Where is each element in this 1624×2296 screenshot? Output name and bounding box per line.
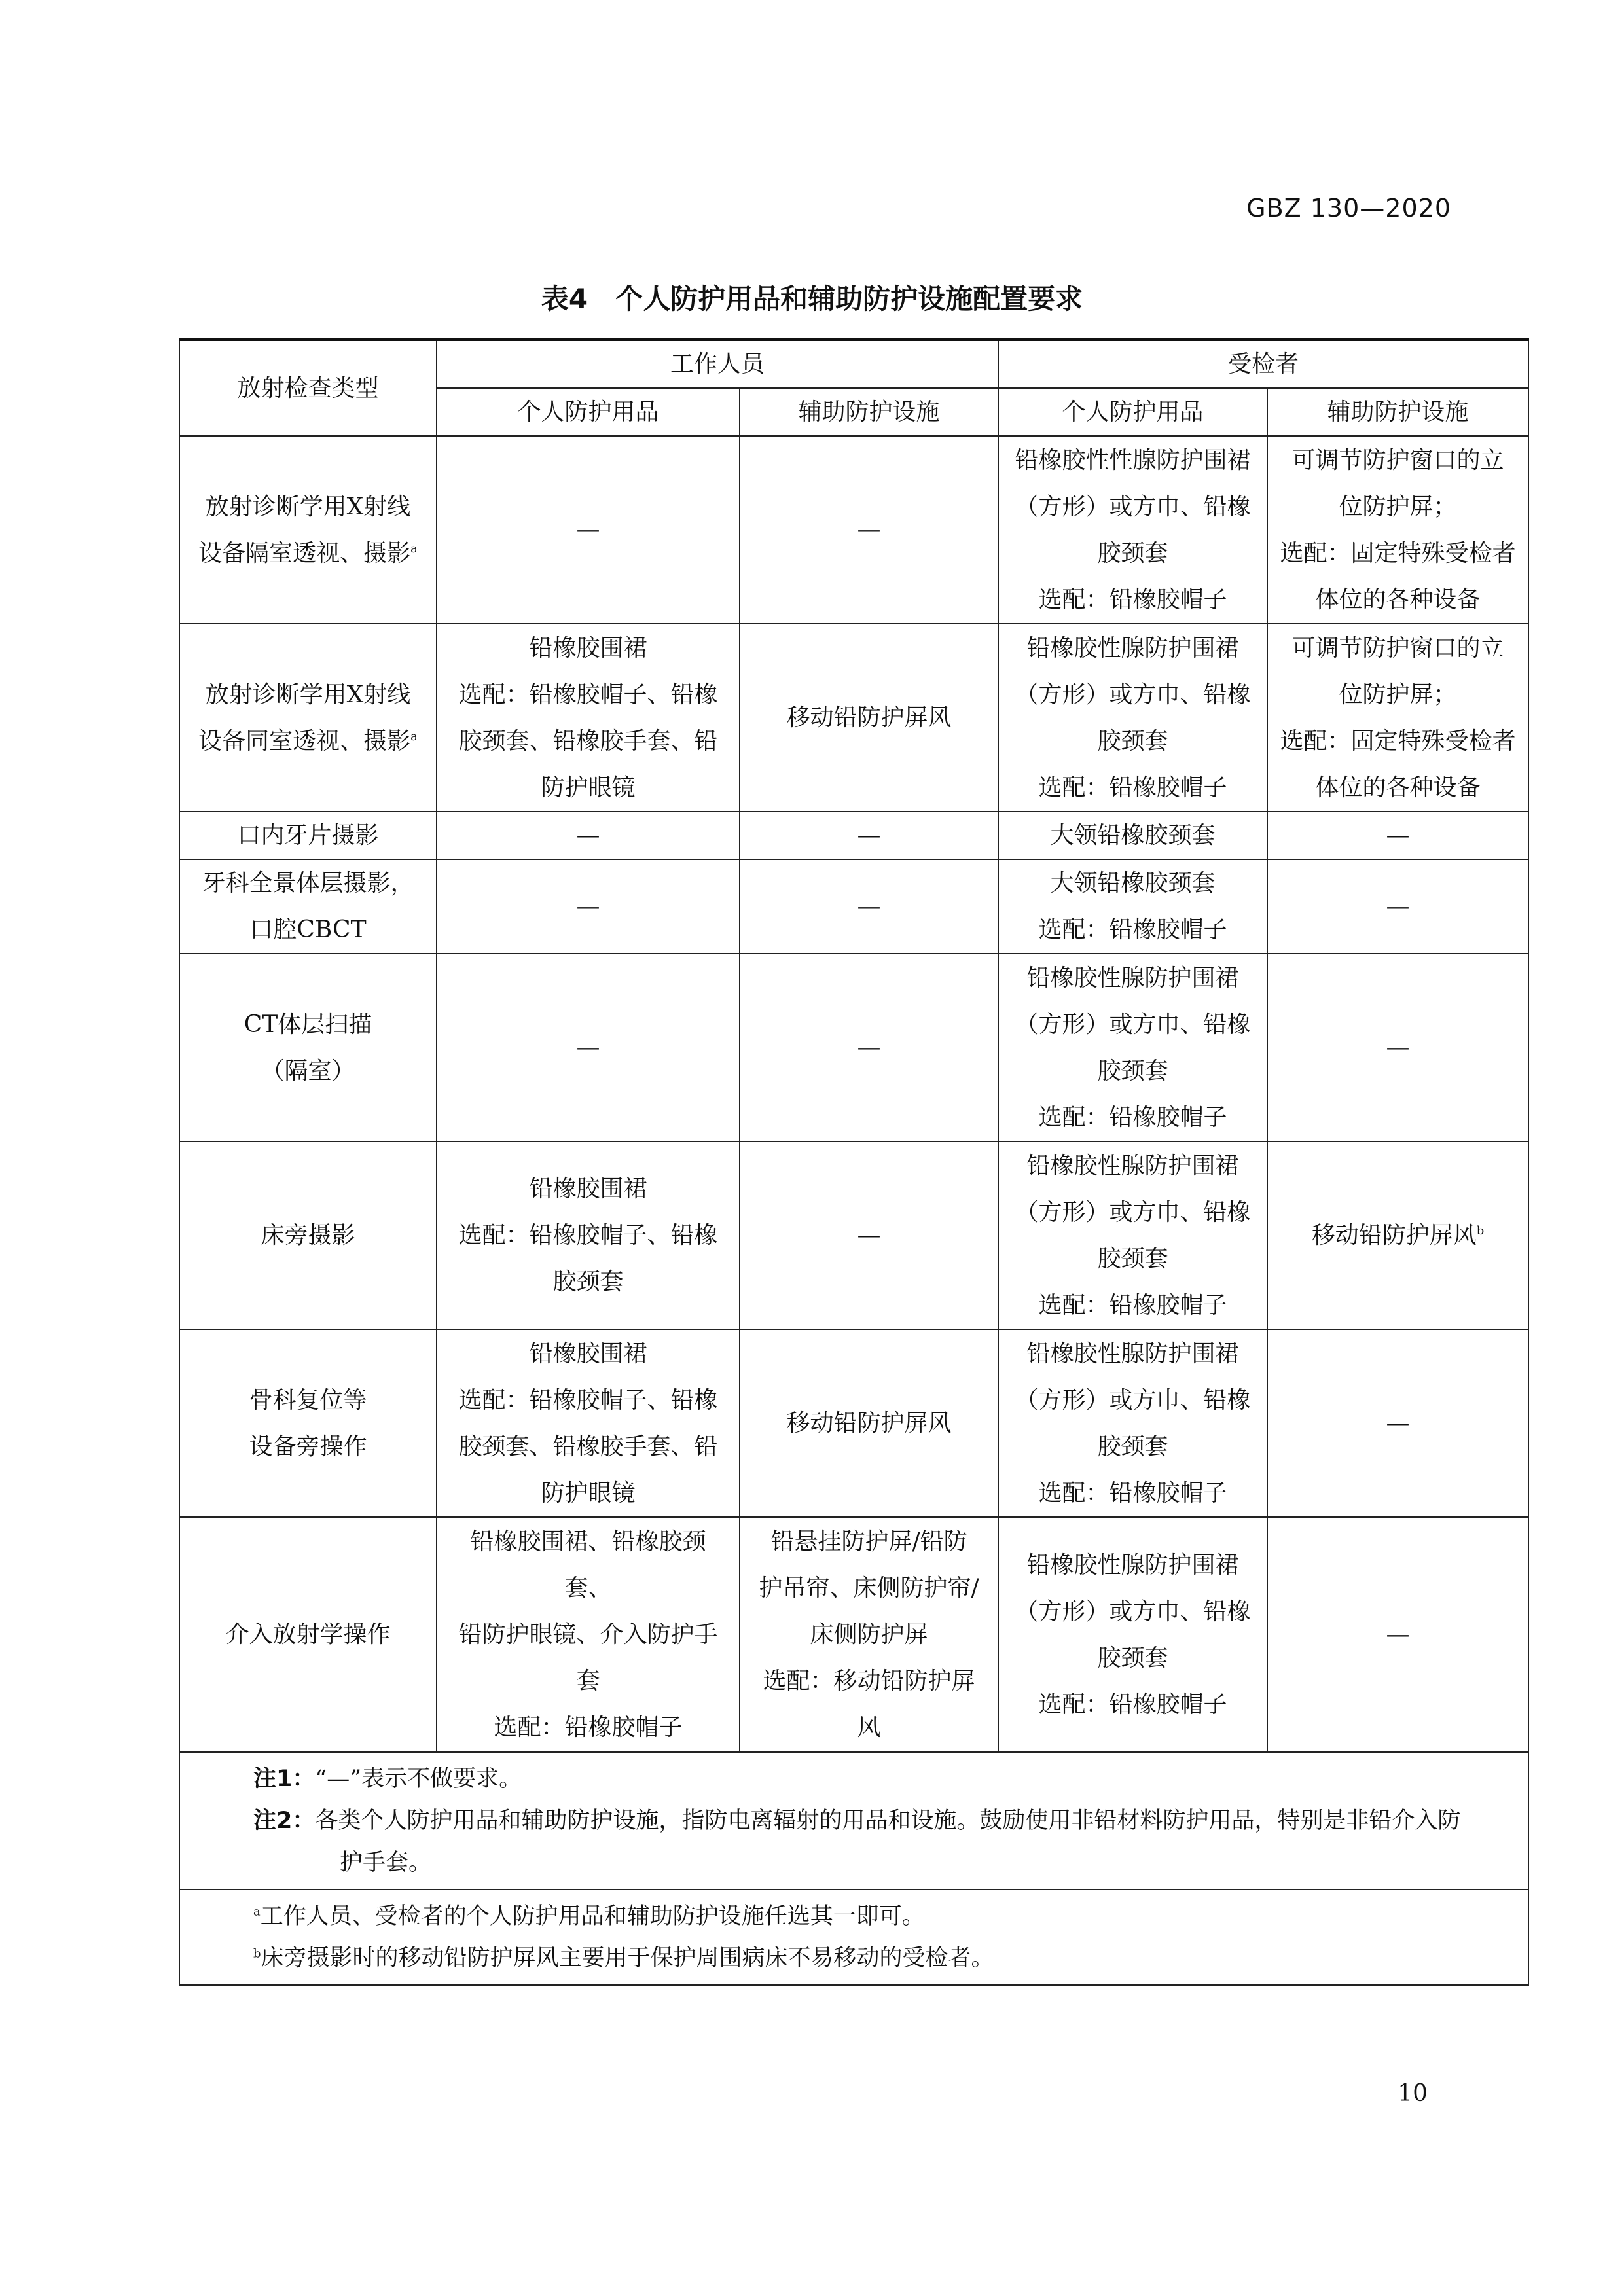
exam-type-cell bbox=[179, 624, 437, 812]
cell-line: 大领铅橡胶颈套 bbox=[1050, 870, 1216, 897]
cell-text: 设备同室透视、摄影 bbox=[198, 727, 411, 755]
staff-ppe-cell bbox=[437, 1329, 740, 1517]
cell-line: 铅橡胶围裙、铅橡胶颈套、 bbox=[470, 1528, 706, 1602]
cell-line: — bbox=[1386, 1410, 1410, 1437]
footnote-b-text: 床旁摄影时的移动铅防护屏风主要用于保护周围病床不易移动的受检者。 bbox=[261, 1945, 994, 1971]
staff-ppe-cell bbox=[437, 436, 740, 624]
note-1-text: “—”表示不做要求。 bbox=[315, 1766, 522, 1792]
footnote-marker: b bbox=[1476, 1224, 1485, 1238]
table-title: 表4 个人防护用品和辅助防护设施配置要求 bbox=[541, 283, 1083, 315]
cell-line bbox=[192, 530, 424, 577]
cell-line: 床侧防护屏 bbox=[810, 1621, 928, 1648]
cell-line: 铅橡胶性腺防护围裙 bbox=[1026, 634, 1239, 662]
cell-line: 选配：铅橡胶帽子、铅橡 bbox=[458, 1222, 718, 1249]
cell-line: 口内牙片摄影 bbox=[237, 822, 379, 849]
cell-line: 选配：铅橡胶帽子 bbox=[1038, 774, 1227, 801]
note-1-label: 注1： bbox=[253, 1766, 316, 1792]
footnote-marker: a bbox=[410, 729, 418, 744]
exam-type-cell bbox=[179, 1141, 437, 1329]
cell-line: 选配：固定特殊受检者 bbox=[1280, 727, 1516, 755]
cell-line: 体位的各种设备 bbox=[1315, 774, 1481, 801]
cell-line: 移动铅防护屏风 bbox=[786, 704, 952, 731]
page-number: 10 bbox=[1398, 2080, 1428, 2107]
note-2-text: 各类个人防护用品和辅助防护设施，指防电离辐射的用品和设施。鼓励使用非铅材料防护用品，特别是非铅介入防 bbox=[315, 1808, 1461, 1834]
patient-aux-cell bbox=[1267, 624, 1528, 812]
cell-line: 选配：铅橡胶帽子、铅橡 bbox=[458, 681, 718, 708]
cell-line: 铅橡胶围裙 bbox=[529, 1175, 647, 1202]
footnotes-row bbox=[179, 1890, 1528, 1985]
staff-ppe-cell bbox=[437, 1141, 740, 1329]
protection-requirements-table bbox=[179, 338, 1529, 1986]
patient-ppe-cell bbox=[998, 859, 1267, 954]
cell-line: 选配：固定特殊受检者 bbox=[1280, 539, 1516, 567]
cell-line: 铅防护眼镜、介入防护手 bbox=[458, 1621, 718, 1648]
patient-aux-cell bbox=[1267, 859, 1528, 954]
cell-line: （方形）或方巾、铅橡 bbox=[1015, 1198, 1251, 1226]
cell-line: 牙科全景体层摄影， bbox=[202, 870, 414, 897]
exam-type-cell bbox=[179, 812, 437, 859]
staff-aux-cell bbox=[740, 1329, 998, 1517]
patient-aux-cell bbox=[1267, 1141, 1528, 1329]
cell-line: 铅橡胶性腺防护围裙 bbox=[1026, 1551, 1239, 1579]
patient-aux-cell bbox=[1267, 1517, 1528, 1752]
cell-line: 铅悬挂防护屏/铅防 bbox=[770, 1528, 967, 1555]
table-row bbox=[179, 624, 1528, 812]
cell-line: 胶颈套 bbox=[1097, 539, 1168, 567]
cell-line: 铅橡胶围裙 bbox=[529, 1340, 647, 1367]
table-row bbox=[179, 812, 1528, 859]
table-row bbox=[179, 436, 1528, 624]
header-staff-aux: 辅助防护设施 bbox=[740, 388, 998, 436]
cell-line: （方形）或方巾、铅橡 bbox=[1015, 493, 1251, 520]
cell-line: — bbox=[1386, 1621, 1410, 1648]
staff-ppe-cell bbox=[437, 624, 740, 812]
cell-line: 选配：铅橡胶帽子 bbox=[494, 1714, 683, 1741]
footnote-a-mark: a bbox=[253, 1905, 261, 1919]
header-patient-ppe: 个人防护用品 bbox=[998, 388, 1267, 436]
cell-line: — bbox=[857, 516, 881, 543]
cell-line: 防护眼镜 bbox=[541, 1479, 636, 1507]
cell-line: 设备旁操作 bbox=[249, 1433, 367, 1460]
patient-ppe-cell bbox=[998, 812, 1267, 859]
cell-line: （方形）或方巾、铅橡 bbox=[1015, 1598, 1251, 1625]
staff-ppe-cell bbox=[437, 812, 740, 859]
header-patient-aux: 辅助防护设施 bbox=[1267, 388, 1528, 436]
cell-line bbox=[192, 718, 424, 764]
staff-aux-cell bbox=[740, 954, 998, 1141]
cell-line: — bbox=[857, 822, 881, 849]
patient-ppe-cell bbox=[998, 1141, 1267, 1329]
patient-aux-cell bbox=[1267, 954, 1528, 1141]
cell-line: 放射诊断学用X射线 bbox=[205, 681, 411, 708]
cell-line: 选配：铅橡胶帽子 bbox=[1038, 586, 1227, 613]
footnotes-cell bbox=[179, 1890, 1528, 1985]
cell-line: — bbox=[576, 516, 600, 543]
table-row bbox=[179, 1329, 1528, 1517]
cell-line: 选配：移动铅防护屏 bbox=[763, 1668, 975, 1695]
cell-line: — bbox=[576, 1034, 600, 1061]
cell-text: 移动铅防护屏风 bbox=[1311, 1222, 1477, 1249]
notes-row bbox=[179, 1752, 1528, 1890]
staff-aux-cell bbox=[740, 624, 998, 812]
note-2-label: 注2： bbox=[253, 1808, 316, 1834]
cell-line: 选配：铅橡胶帽子 bbox=[1038, 1103, 1227, 1131]
table-row bbox=[179, 954, 1528, 1141]
table-body bbox=[179, 436, 1528, 1752]
cell-line bbox=[1280, 1212, 1516, 1259]
cell-line: 选配：铅橡胶帽子 bbox=[1038, 1479, 1227, 1507]
cell-line: 胶颈套 bbox=[1097, 1057, 1168, 1085]
document-code: GBZ 130—2020 bbox=[1246, 194, 1451, 223]
cell-line: — bbox=[576, 822, 600, 849]
cell-line: 位防护屏； bbox=[1339, 493, 1457, 520]
cell-line: （方形）或方巾、铅橡 bbox=[1015, 1011, 1251, 1038]
note-2 bbox=[253, 1800, 1515, 1842]
patient-aux-cell bbox=[1267, 436, 1528, 624]
cell-line: — bbox=[857, 893, 881, 920]
patient-ppe-cell bbox=[998, 624, 1267, 812]
exam-type-cell bbox=[179, 436, 437, 624]
cell-line: 床旁摄影 bbox=[261, 1222, 355, 1249]
cell-line: 选配：铅橡胶帽子、铅橡 bbox=[458, 1386, 718, 1414]
cell-line: （方形）或方巾、铅橡 bbox=[1015, 1386, 1251, 1414]
cell-line: 铅橡胶围裙 bbox=[529, 634, 647, 662]
note-2-continuation: 护手套。 bbox=[340, 1850, 432, 1876]
cell-line: 铅橡胶性腺防护围裙 bbox=[1026, 1340, 1239, 1367]
header-staff-ppe: 个人防护用品 bbox=[437, 388, 740, 436]
footnote-b bbox=[253, 1937, 1515, 1979]
cell-line: 移动铅防护屏风 bbox=[786, 1410, 952, 1437]
patient-aux-cell bbox=[1267, 812, 1528, 859]
cell-line: 介入放射学操作 bbox=[225, 1621, 391, 1648]
cell-line: 放射诊断学用X射线 bbox=[205, 493, 411, 520]
footnote-a bbox=[253, 1895, 1515, 1937]
cell-line: 位防护屏； bbox=[1339, 681, 1457, 708]
cell-line: 口腔CBCT bbox=[249, 916, 367, 943]
exam-type-cell bbox=[179, 1329, 437, 1517]
cell-line: — bbox=[576, 893, 600, 920]
cell-line: 可调节防护窗口的立 bbox=[1291, 634, 1504, 662]
exam-type-cell bbox=[179, 954, 437, 1141]
exam-type-cell bbox=[179, 859, 437, 954]
cell-line: 套 bbox=[576, 1668, 600, 1695]
cell-line: CT体层扫描 bbox=[244, 1011, 372, 1038]
table-row bbox=[179, 859, 1528, 954]
patient-ppe-cell bbox=[998, 1329, 1267, 1517]
staff-aux-cell bbox=[740, 436, 998, 624]
cell-line: 可调节防护窗口的立 bbox=[1291, 446, 1504, 474]
staff-aux-cell bbox=[740, 859, 998, 954]
notes-cell bbox=[179, 1752, 1528, 1890]
cell-line: 胶颈套 bbox=[552, 1268, 624, 1295]
cell-line: 胶颈套、铅橡胶手套、铅 bbox=[458, 727, 718, 755]
cell-text: 设备隔室透视、摄影 bbox=[198, 539, 411, 567]
staff-aux-cell bbox=[740, 812, 998, 859]
cell-line: 护吊帘、床侧防护帘/ bbox=[759, 1575, 979, 1602]
cell-line: 铅橡胶性性腺防护围裙 bbox=[1015, 446, 1251, 474]
cell-line: — bbox=[1386, 822, 1410, 849]
footnote-b-mark: b bbox=[253, 1946, 261, 1961]
cell-line: 胶颈套、铅橡胶手套、铅 bbox=[458, 1433, 718, 1460]
staff-aux-cell bbox=[740, 1517, 998, 1752]
table-row bbox=[179, 1141, 1528, 1329]
patient-ppe-cell bbox=[998, 436, 1267, 624]
cell-line: 风 bbox=[857, 1714, 881, 1741]
cell-line: — bbox=[1386, 893, 1410, 920]
staff-ppe-cell bbox=[437, 859, 740, 954]
header-group-patient: 受检者 bbox=[998, 340, 1528, 388]
cell-line: 防护眼镜 bbox=[541, 774, 636, 801]
cell-line: — bbox=[1386, 1034, 1410, 1061]
staff-aux-cell bbox=[740, 1141, 998, 1329]
cell-line: — bbox=[857, 1034, 881, 1061]
cell-line: 体位的各种设备 bbox=[1315, 586, 1481, 613]
staff-ppe-cell bbox=[437, 1517, 740, 1752]
cell-line: 骨科复位等 bbox=[249, 1386, 367, 1414]
header-row-1 bbox=[179, 340, 1528, 388]
cell-line: 胶颈套 bbox=[1097, 1245, 1168, 1272]
note-1 bbox=[253, 1758, 1515, 1800]
cell-line: 胶颈套 bbox=[1097, 727, 1168, 755]
staff-ppe-cell bbox=[437, 954, 740, 1141]
exam-type-cell bbox=[179, 1517, 437, 1752]
footnote-a-text: 工作人员、受检者的个人防护用品和辅助防护设施任选其一即可。 bbox=[260, 1903, 925, 1929]
cell-line: 铅橡胶性腺防护围裙 bbox=[1026, 964, 1239, 992]
header-group-staff: 工作人员 bbox=[437, 340, 998, 388]
cell-line: 选配：铅橡胶帽子 bbox=[1038, 1291, 1227, 1319]
cell-line: 胶颈套 bbox=[1097, 1433, 1168, 1460]
cell-line: — bbox=[857, 1222, 881, 1249]
cell-line: 选配：铅橡胶帽子 bbox=[1038, 916, 1227, 943]
cell-line: （隔室） bbox=[261, 1057, 355, 1085]
table-row bbox=[179, 1517, 1528, 1752]
cell-line: 铅橡胶性腺防护围裙 bbox=[1026, 1152, 1239, 1179]
patient-aux-cell bbox=[1267, 1329, 1528, 1517]
header-exam-type: 放射检查类型 bbox=[179, 340, 437, 436]
cell-line: 选配：铅橡胶帽子 bbox=[1038, 1691, 1227, 1718]
cell-line: （方形）或方巾、铅橡 bbox=[1015, 681, 1251, 708]
footnote-marker: a bbox=[410, 541, 418, 556]
patient-ppe-cell bbox=[998, 954, 1267, 1141]
cell-line: 大领铅橡胶颈套 bbox=[1050, 822, 1216, 849]
cell-line: 胶颈套 bbox=[1097, 1644, 1168, 1672]
patient-ppe-cell bbox=[998, 1517, 1267, 1752]
